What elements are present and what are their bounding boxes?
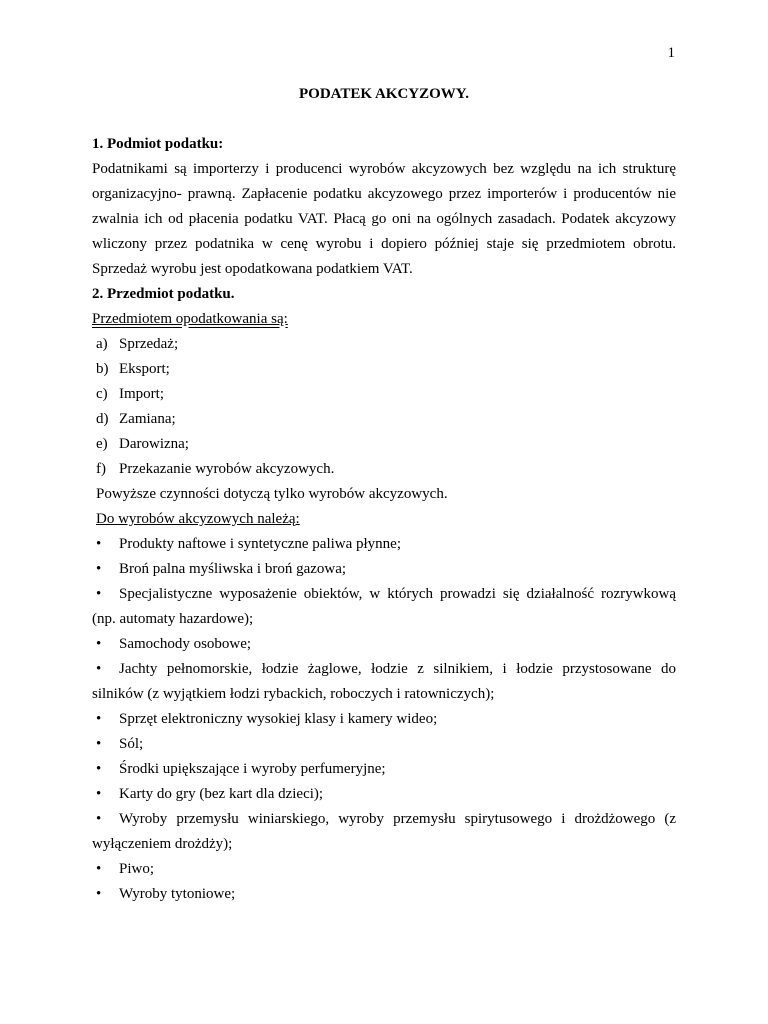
- list-item: [92, 432, 676, 457]
- list-item: [92, 807, 676, 857]
- list-item-text: Karty do gry (bez kart dla dzieci);: [119, 786, 324, 802]
- excise-goods-label: Do wyrobów akcyzowych należą:: [96, 511, 300, 527]
- list-marker: c): [96, 386, 108, 402]
- list-marker: e): [96, 436, 108, 452]
- list-item-line: Jachty pełnomorskie, łodzie żaglowe, łodzie z silnikiem, i łodzie przystosowane do: [119, 661, 676, 677]
- excise-goods-list: [92, 532, 676, 907]
- list-item-text: Sprzęt elektroniczny wysokiej klasy i kamery wideo;: [119, 711, 438, 727]
- page-number: 1: [667, 45, 675, 61]
- list-item-text: Piwo;: [119, 861, 155, 877]
- bullet-icon: •: [96, 811, 102, 827]
- activities-note: Powyższe czynności dotyczą tylko wyrobów akcyzowych.: [96, 486, 448, 502]
- list-item-text: Przekazanie wyrobów akcyzowych.: [119, 461, 335, 477]
- bullet-icon: •: [96, 661, 102, 677]
- list-item-text: Import;: [119, 386, 164, 402]
- list-item-text: Samochody osobowe;: [119, 636, 252, 652]
- list-item-text: Produkty naftowe i syntetyczne paliwa płynne;: [119, 536, 402, 552]
- list-item-text: Darowizna;: [119, 436, 189, 452]
- list-marker: b): [96, 361, 109, 377]
- bullet-icon: •: [96, 761, 102, 777]
- list-item-line: (np. automaty hazardowe);: [92, 611, 254, 627]
- list-item-text: [92, 657, 676, 707]
- section-1-paragraph: Podatnikami są importerzy i producenci wyrobów akcyzowych bez względu na ich strukturę organizacyjno- prawną. Zapłacenie podatku akcyzowego przez importerów i producentów nie zwalnia ich od płacenia podatku VAT. Płacą go oni na ogólnych zasadach. Podatek akcyzowy wliczony przez podatnika w cenę wyrobu i dopiero później staje się przedmiotem obrotu. Sprzedaż wyrobu jest opodatkowana podatkiem VAT.: [92, 161, 676, 277]
- list-item-line: Wyroby przemysłu winiarskiego, wyroby przemysłu spirytusowego i drożdżowego (z: [119, 811, 676, 827]
- list-item: [92, 582, 676, 632]
- list-item: [92, 357, 676, 382]
- list-item: [92, 732, 676, 757]
- list-item-text: Środki upiększające i wyroby perfumeryjne;: [119, 761, 386, 777]
- list-item-text: Wyroby tytoniowe;: [119, 886, 236, 902]
- list-marker: d): [96, 411, 109, 427]
- section-2-heading: 2. Przedmiot podatku.: [92, 286, 235, 302]
- list-item-text: [92, 807, 676, 857]
- list-item: [92, 657, 676, 707]
- taxable-activities-label: Przedmiotem opodatkowania są:: [92, 311, 288, 327]
- bullet-icon: •: [96, 586, 102, 602]
- list-item-text: Sprzedaż;: [119, 336, 179, 352]
- bullet-icon: •: [96, 561, 102, 577]
- list-marker: a): [96, 336, 108, 352]
- list-item: [92, 557, 676, 582]
- list-item-text: Broń palna myśliwska i broń gazowa;: [119, 561, 347, 577]
- bullet-icon: •: [96, 886, 102, 902]
- list-item: [92, 457, 676, 482]
- list-item: [92, 382, 676, 407]
- document-body: [92, 132, 676, 907]
- list-item-text: Zamiana;: [119, 411, 176, 427]
- taxable-activities-list: [92, 332, 676, 482]
- list-item: [92, 532, 676, 557]
- bullet-icon: •: [96, 861, 102, 877]
- list-item: [92, 882, 676, 907]
- list-marker: f): [96, 461, 106, 477]
- bullet-icon: •: [96, 736, 102, 752]
- bullet-icon: •: [96, 711, 102, 727]
- list-item-text: Eksport;: [119, 361, 170, 377]
- list-item: [92, 332, 676, 357]
- bullet-icon: •: [96, 786, 102, 802]
- section-1-heading: 1. Podmiot podatku:: [92, 136, 224, 152]
- list-item: [92, 407, 676, 432]
- list-item-line: wyłączeniem drożdży);: [92, 836, 233, 852]
- list-item-line: Specjalistyczne wyposażenie obiektów, w których prowadzi się działalność rozrywkową: [119, 586, 676, 602]
- bullet-icon: •: [96, 636, 102, 652]
- list-item: [92, 857, 676, 882]
- list-item-text: [92, 582, 676, 632]
- list-item: [92, 632, 676, 657]
- list-item: [92, 757, 676, 782]
- list-item: [92, 782, 676, 807]
- document-title: PODATEK AKCYZOWY.: [298, 86, 470, 102]
- list-item: [92, 707, 676, 732]
- bullet-icon: •: [96, 536, 102, 552]
- list-item-text: Sól;: [119, 736, 144, 752]
- list-item-line: silników (z wyjątkiem łodzi rybackich, roboczych i ratowniczych);: [92, 686, 495, 702]
